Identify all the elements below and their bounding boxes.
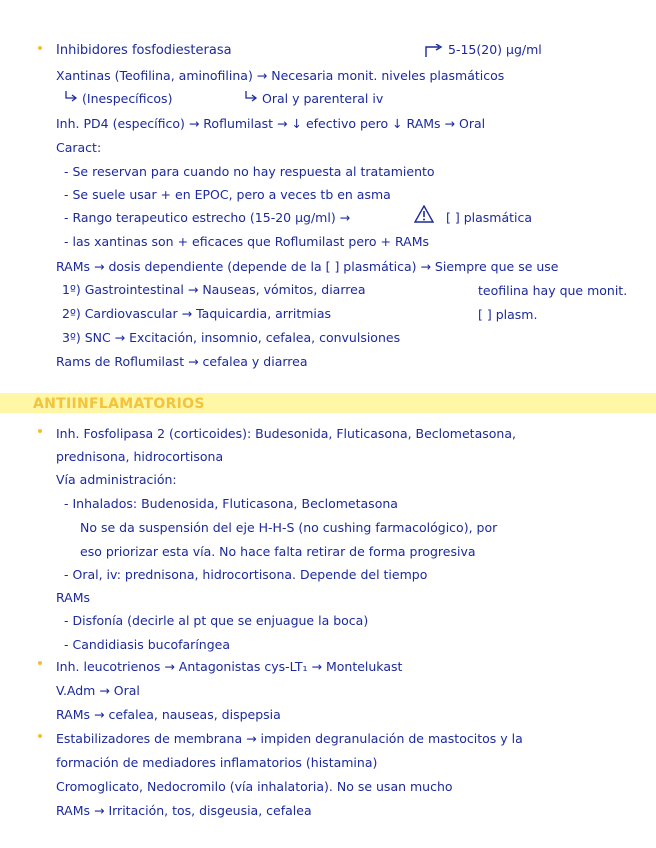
leucotrienos-rams: RAMs → cefalea, nauseas, dispepsia — [56, 707, 281, 722]
leucotrienos-line: Inh. leucotrienos → Antagonistas cys-LT₁ → Montelukast — [56, 659, 403, 674]
rams-dosis: RAMs → dosis dependiente (depende de la [ ] plasmática) → Siempre que se use — [56, 259, 559, 274]
bullet — [38, 661, 42, 665]
side-note: [ ] plasm. — [478, 307, 538, 322]
oral-iv: - Oral, iv: prednisona, hidrocortisona. Depende del tiempo — [64, 567, 428, 582]
corner-arrow-icon — [424, 44, 444, 58]
warning-icon — [414, 205, 434, 223]
estabilizadores-line: Estabilizadores de membrana → impiden degranulación de mastocitos y la — [56, 731, 523, 746]
priorizar: eso priorizar esta vía. No hace falta retirar de forma progresiva — [80, 544, 476, 559]
no-supresion: No se da suspensión del eje H-H-S (no cushing farmacológico), por — [80, 520, 498, 535]
caract-item: - Rango terapeutico estrecho (15-20 µg/ml) → — [64, 210, 351, 225]
caract-label: Caract: — [56, 140, 102, 155]
oral-parenteral: Oral y parenteral iv — [262, 91, 384, 106]
caract-item: - Se reservan para cuando no hay respuesta al tratamiento — [64, 164, 435, 179]
inespecificos: (Inespecíficos) — [82, 91, 173, 106]
rams-label: RAMs — [56, 590, 91, 605]
caract-item: - Se suele usar + en EPOC, pero a veces tb en asma — [64, 187, 391, 202]
side-note: teofilina hay que monit. — [478, 283, 628, 298]
caract-item: - las xantinas son + eficaces que Roflumilast pero + RAMs — [64, 234, 430, 249]
rams-item: 3º) SNC → Excitación, insomnio, cefalea, convulsiones — [62, 330, 401, 345]
candidiasis: - Candidiasis bucofaríngea — [64, 637, 230, 652]
estabilizadores-line: formación de mediadores inflamatorios (histamina) — [56, 755, 378, 770]
fosfolipasa-line: prednisona, hidrocortisona — [56, 449, 224, 464]
estabilizadores-line: Cromoglicato, Nedocromilo (vía inhalatoria). No se usan mucho — [56, 779, 453, 794]
warning-tail: [ ] plasmática — [446, 210, 533, 225]
xantinas-line: Xantinas (Teofilina, aminofilina) → Necesaria monit. niveles plasmáticos — [56, 68, 505, 83]
bullet — [38, 46, 42, 50]
fosfolipasa-line: Inh. Fosfolipasa 2 (corticoides): Budesonida, Fluticasona, Beclometasona, — [56, 426, 516, 441]
range-note: 5-15(20) µg/ml — [448, 42, 542, 57]
via-label: Vía administración: — [56, 472, 177, 487]
corner-arrow-icon — [64, 90, 78, 102]
bullet — [38, 429, 42, 433]
leucotrienos-vadm: V.Adm → Oral — [56, 683, 140, 698]
estabilizadores-rams: RAMs → Irritación, tos, disgeusia, cefalea — [56, 803, 312, 818]
rams-item: 2º) Cardiovascular → Taquicardia, arritmias — [62, 306, 332, 321]
pd4-line: Inh. PD4 (específico) → Roflumilast → ↓ efectivo pero ↓ RAMs → Oral — [56, 116, 486, 131]
section-header: ANTIINFLAMATORIOS — [33, 396, 205, 412]
inhalados: - Inhalados: Budenosida, Fluticasona, Beclometasona — [64, 496, 398, 511]
corner-arrow-icon — [244, 90, 258, 102]
rams-roflumilast: Rams de Roflumilast → cefalea y diarrea — [56, 354, 308, 369]
section-title: Inhibidores fosfodiesterasa — [56, 43, 232, 58]
bullet — [38, 734, 42, 738]
disfonia: - Disfonía (decirle al pt que se enjuague la boca) — [64, 613, 369, 628]
rams-item: 1º) Gastrointestinal → Nauseas, vómitos, diarrea — [62, 282, 366, 297]
